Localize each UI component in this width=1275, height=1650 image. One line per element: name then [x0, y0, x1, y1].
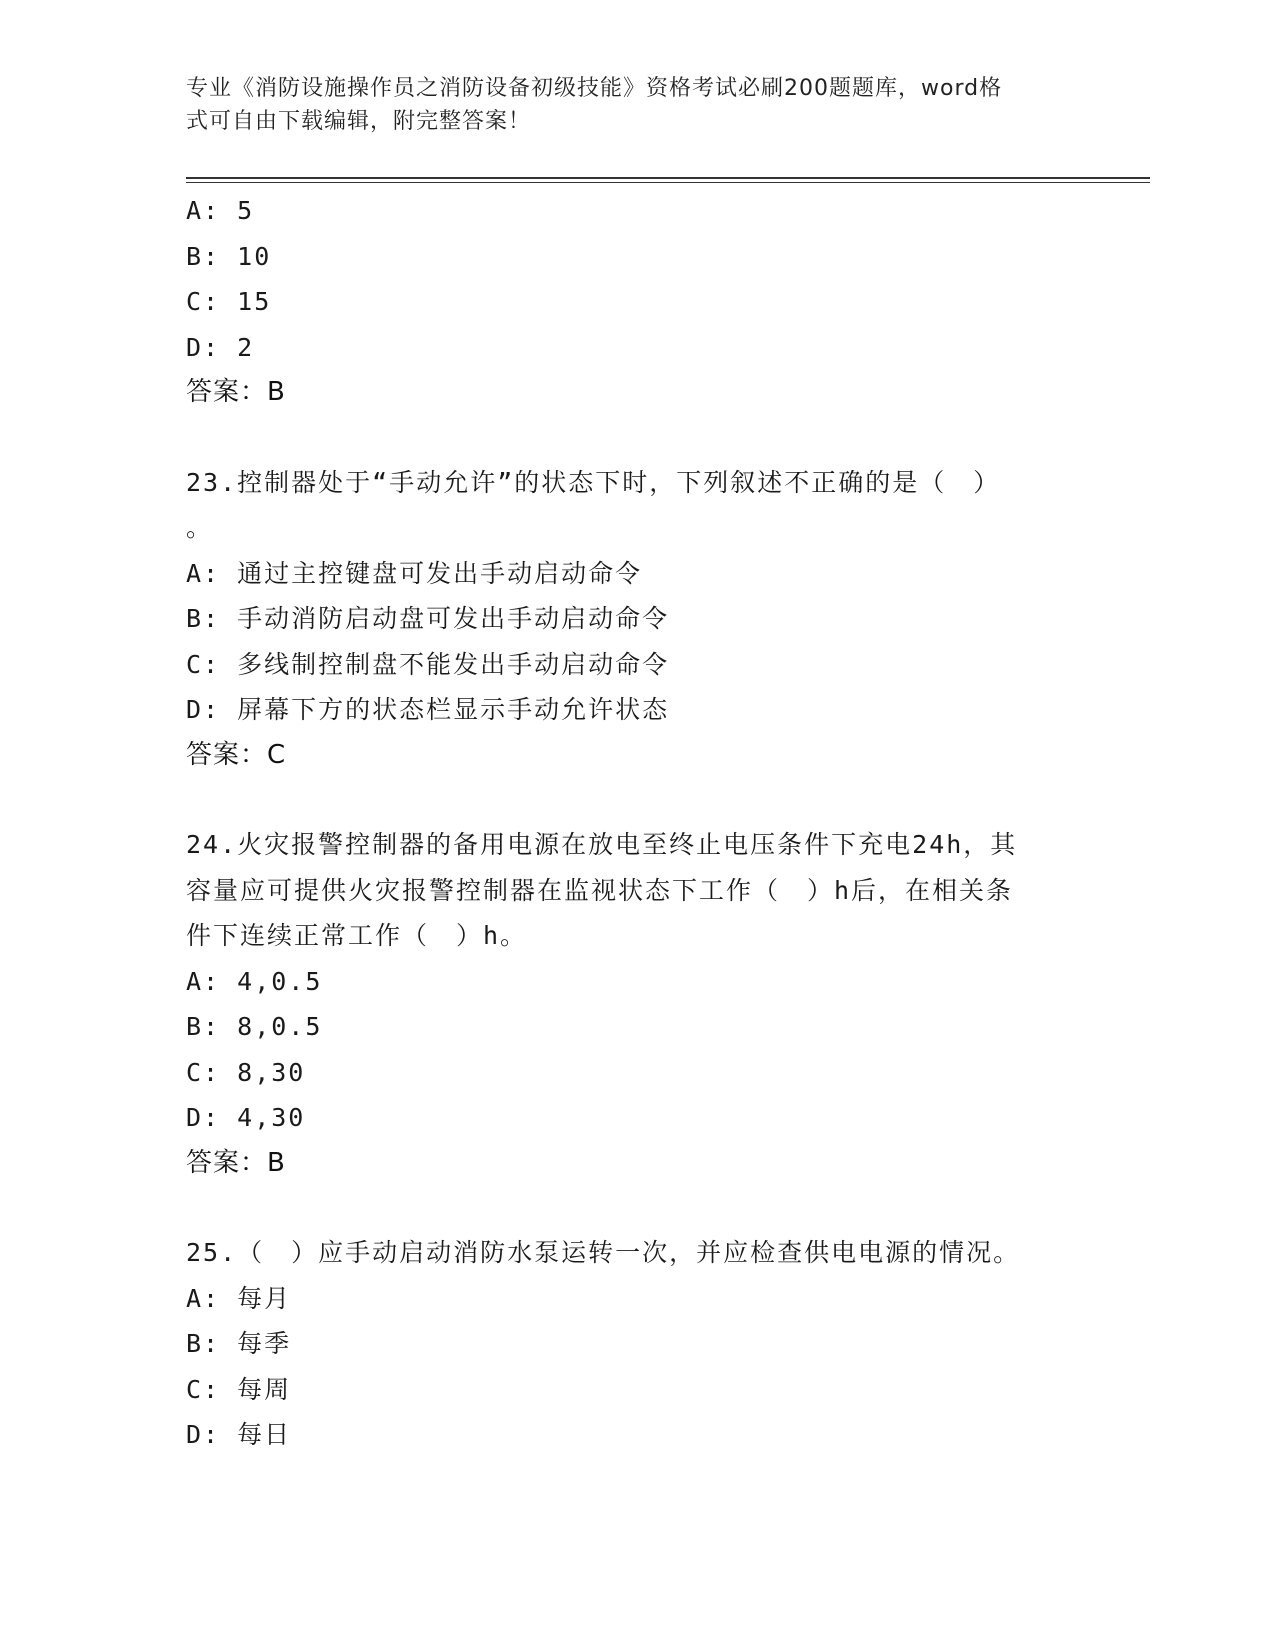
option-c: C: 8,30 [186, 1057, 306, 1087]
option-d: D: 2 [186, 332, 255, 362]
option-c: C: 15 [186, 287, 272, 316]
answer: 答案：B [186, 1147, 286, 1178]
document-header [186, 72, 1066, 138]
answer: 答案：B [186, 377, 286, 407]
option-b: B: 10 [186, 241, 272, 271]
question-list [186, 188, 1086, 1458]
option-c: C: 每周 [186, 1374, 292, 1404]
option-d: D: 每日 [186, 1420, 292, 1449]
question-stem-cont: 容量应可提供火灾报警控制器在监视状态下工作（ ）h后，在相关条 [186, 875, 1014, 905]
option-b: B: 每季 [186, 1329, 292, 1358]
option-a: A: 通过主控键盘可发出手动启动命令 [186, 558, 643, 588]
header-line-2: 式可自由下载编辑，附完整答案！ [186, 109, 532, 134]
question-24 [186, 822, 1086, 1186]
option-d: D: 屏幕下方的状态栏显示手动允许状态 [186, 695, 670, 724]
spacer [186, 778, 1086, 822]
question-stem-cont: 件下连续正常工作（ ）h。 [186, 921, 528, 950]
question-stem: 24.火灾报警控制器的备用电源在放电至终止电压条件下充电24h，其 [186, 830, 1018, 859]
question-stem-cont: 。 [186, 513, 214, 542]
spacer [186, 1186, 1086, 1230]
question-stem: 25.（ ）应手动启动消防水泵运转一次，并应检查供电电源的情况。 [186, 1238, 1021, 1267]
option-d: D: 4,30 [186, 1103, 306, 1132]
header-divider-thin [186, 182, 1150, 183]
question-23 [186, 460, 1086, 779]
header-line-1: 专业《消防设施操作员之消防设备初级技能》资格考试必刷200题题库，word格 [186, 76, 1003, 101]
question-stem: 23.控制器处于“手动允许”的状态下时，下列叙述不正确的是（ ） [186, 467, 1001, 497]
option-b: B: 手动消防启动盘可发出手动启动命令 [186, 604, 670, 633]
header-divider [186, 177, 1150, 179]
option-b: B: 8,0.5 [186, 1012, 323, 1041]
option-a: A: 5 [186, 196, 255, 225]
question-25 [186, 1230, 1086, 1458]
answer: 答案：C [186, 739, 287, 770]
option-a: A: 每月 [186, 1283, 292, 1313]
question-22 [186, 188, 1086, 416]
option-c: C: 多线制控制盘不能发出手动启动命令 [186, 649, 670, 679]
spacer [186, 416, 1086, 460]
option-a: A: 4,0.5 [186, 966, 323, 996]
